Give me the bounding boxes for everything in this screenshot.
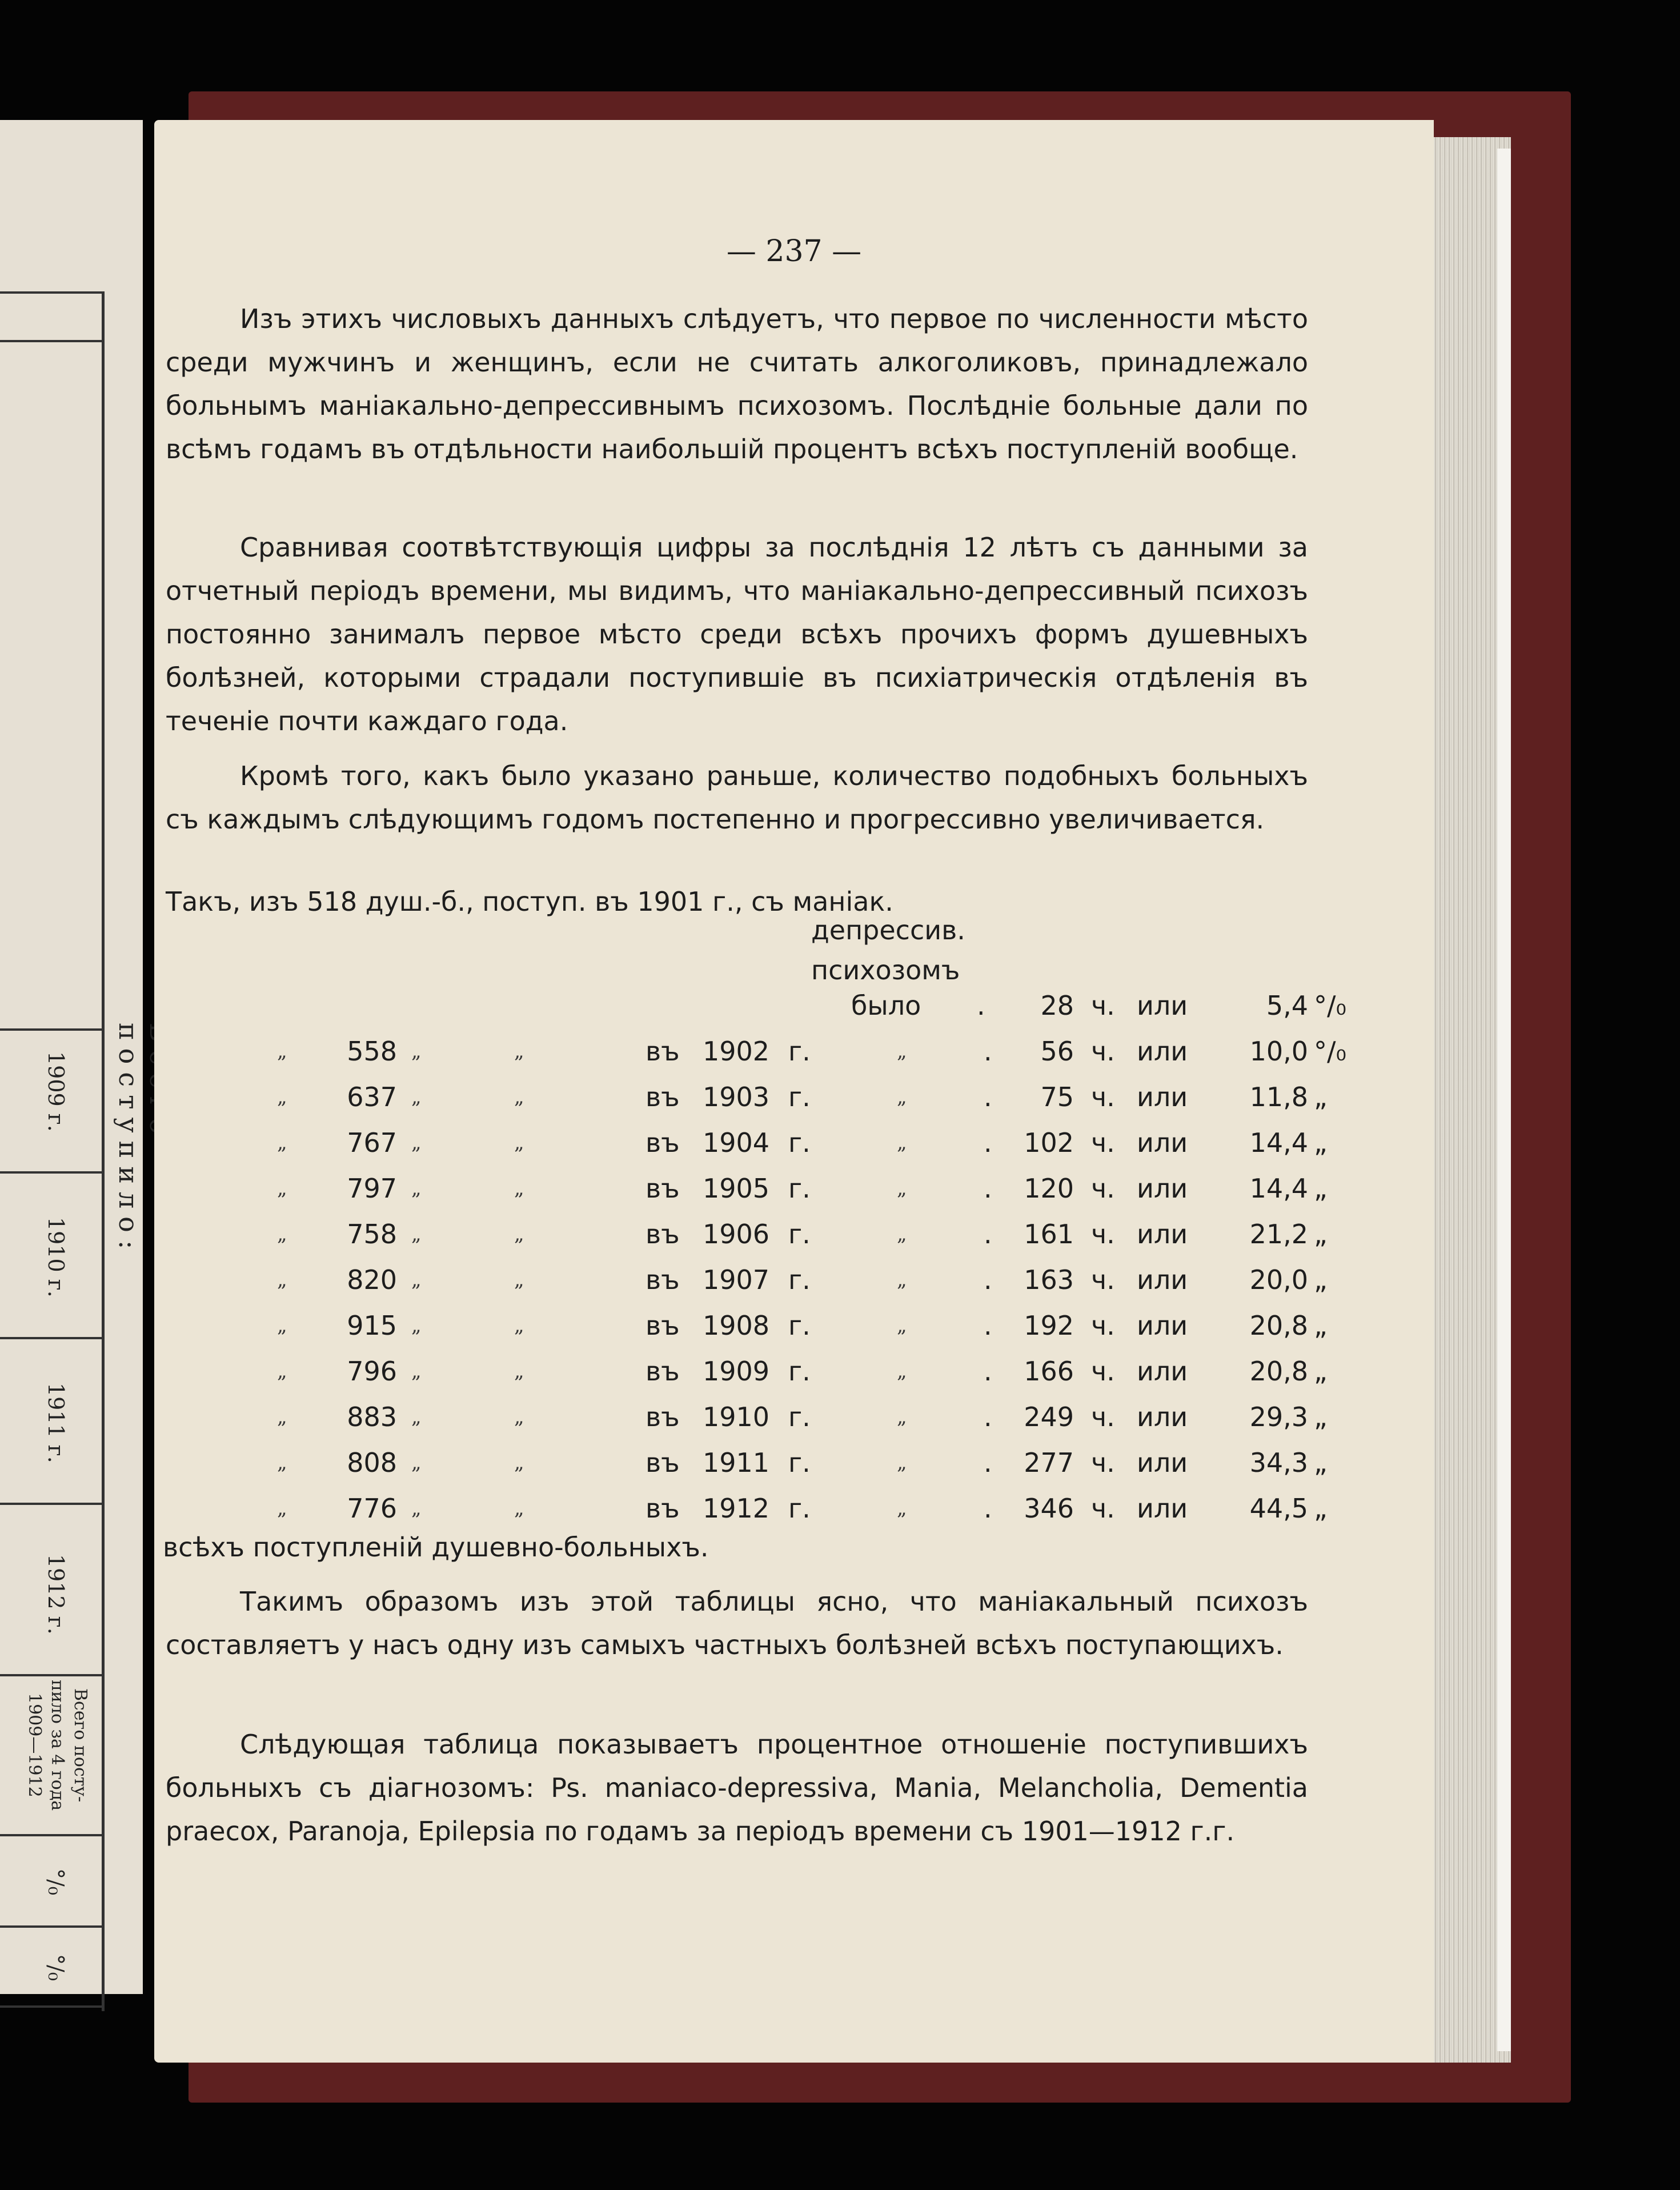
ditto-mark: „ [411,1131,422,1154]
leader-dot: . [984,1036,992,1067]
admitted-count: 558 [347,1036,397,1067]
ditto-mark: „ [897,1177,907,1200]
case-count: 120 [1024,1173,1074,1204]
stat-row [154,1257,1434,1303]
year: 1910 [703,1402,770,1432]
percent-value: 14,4 [1249,1173,1308,1204]
ch-label: ч. [1091,1173,1115,1204]
or-label: или [1137,1493,1188,1524]
leader-dot: . [984,1356,992,1387]
ditto-mark: „ [277,1131,287,1154]
leader-dot: . [984,1447,992,1478]
table-rule [0,1674,102,1676]
percent-unit: „ [1314,1127,1328,1158]
ch-label: ч. [1091,1264,1115,1295]
leader-dot: . [984,1264,992,1295]
ch-label: ч. [1091,1310,1115,1341]
or-label: или [1137,1310,1188,1341]
ditto-mark: „ [277,1086,287,1108]
paragraph-1-text: Изъ этихъ числовыхъ данныхъ слѣдуетъ, что первое по численности мѣсто среди мужчинъ и женщинъ, если не считать алкоголиковъ, принадлежало больнымъ маніакально-депрессивнымъ психозомъ. Послѣдніе больные дали по всѣмъ годамъ въ отдѣльности наибольшій процентъ всѣхъ поступленій вообще. [166,303,1308,465]
ditto-mark: „ [514,1223,524,1246]
case-count: 75 [1040,1082,1074,1112]
year-suffix: г. [788,1356,811,1387]
left-col-total: Всего посту- пило за 4 года 1909—1912 [25,1680,90,1811]
ch-label: ч. [1091,1219,1115,1250]
table-rule [0,1337,102,1339]
year: 1902 [703,1036,770,1067]
percent-value: 14,4 [1249,1127,1308,1158]
admitted-count: 767 [347,1127,397,1158]
ditto-mark: „ [277,1497,287,1520]
verb-was: было [851,990,921,1021]
percent-value: 34,3 [1249,1447,1308,1478]
intro-line: Такъ, изъ 518 душ.-б., поступ. въ 1901 г., съ маніак. [166,886,893,917]
ditto-mark: „ [411,1360,422,1383]
ditto-mark: „ [897,1406,907,1428]
left-col-percent-1: °/₀ [43,1868,69,1896]
ditto-mark: „ [277,1223,287,1246]
ditto-mark: „ [897,1497,907,1520]
year-suffix: г. [788,1310,811,1341]
table-rule [0,1503,102,1505]
case-count: 163 [1024,1264,1074,1295]
paragraph-5 [166,1723,1308,1853]
admitted-count: 796 [347,1356,397,1387]
page-number: — 237 — [726,234,862,269]
admitted-count: 820 [347,1264,397,1295]
in-word: въ [645,1082,680,1112]
year-suffix: г. [788,1127,811,1158]
ch-label: ч. [1091,1082,1115,1112]
table-rule [0,340,102,342]
year-suffix: г. [788,1173,811,1204]
stat-row [154,1120,1434,1166]
percent-value: 10,0 [1249,1036,1308,1067]
ditto-mark: „ [514,1131,524,1154]
paragraph-3 [166,754,1308,841]
year: 1907 [703,1264,770,1295]
case-count: 102 [1024,1127,1074,1158]
ditto-mark: „ [277,1268,287,1291]
paragraph-3-text: Кромѣ того, какъ было указано раньше, количество подобныхъ больныхъ съ каждымъ слѣдующимъ годомъ постепенно и прогрессивно увеличивается. [166,760,1308,835]
admitted-count: 797 [347,1173,397,1204]
leader-dot: . [984,1493,992,1524]
year-suffix: г. [788,1264,811,1295]
stat-row [154,1348,1434,1394]
percent-unit: „ [1314,1173,1328,1204]
in-word: въ [645,1036,680,1067]
table-rule [0,291,102,294]
year: 1905 [703,1173,770,1204]
table-rule [0,1028,102,1031]
ch-label: ч. [1091,1402,1115,1432]
stat-row [154,1440,1434,1486]
in-word: въ [645,1219,680,1250]
or-label: или [1137,1173,1188,1204]
ditto-mark: „ [514,1086,524,1108]
percent-unit: „ [1314,1356,1328,1387]
year: 1906 [703,1219,770,1250]
ditto-mark: „ [411,1268,422,1291]
ditto-mark: „ [277,1040,287,1063]
stat-row [154,1074,1434,1120]
year: 1911 [703,1447,770,1478]
paragraph-4 [166,1580,1308,1667]
left-col-percent-2: °/₀ [43,1954,69,1981]
case-count: 192 [1024,1310,1074,1341]
percent-unit: °/₀ [1314,1036,1346,1067]
in-word: въ [645,1310,680,1341]
ch-label: ч. [1091,1036,1115,1067]
left-page [0,120,143,1994]
ditto-mark: „ [411,1451,422,1474]
stat-row [154,1211,1434,1257]
or-label: или [1137,1447,1188,1478]
year: 1904 [703,1127,770,1158]
leader-dot: . [984,1219,992,1250]
page-edge-strip [1497,149,1511,2051]
paragraph-1 [166,297,1308,471]
table-rule [0,1171,102,1174]
ditto-mark: „ [897,1131,907,1154]
after-table-text: всѣхъ поступленій душевно-больныхъ. [163,1532,709,1563]
or-label: или [1137,990,1188,1021]
admitted-count: 776 [347,1493,397,1524]
ditto-mark: „ [514,1360,524,1383]
case-count: 346 [1024,1493,1074,1524]
ditto-mark: „ [277,1406,287,1428]
percent-value: 20,0 [1249,1264,1308,1295]
intro-continuation-2: психозомъ [811,955,960,986]
percent-unit: „ [1314,1402,1328,1432]
ditto-mark: „ [277,1314,287,1337]
ditto-mark: „ [897,1223,907,1246]
stat-row [154,1394,1434,1440]
stat-row [154,1028,1434,1074]
admitted-count: 758 [347,1219,397,1250]
percent-unit: „ [1314,1310,1328,1341]
case-count: 249 [1024,1402,1074,1432]
paragraph-2 [166,526,1308,743]
ditto-mark: „ [897,1086,907,1108]
ditto-mark: „ [514,1268,524,1291]
ch-label: ч. [1091,1127,1115,1158]
ditto-mark: „ [514,1497,524,1520]
percent-value: 20,8 [1249,1356,1308,1387]
year: 1903 [703,1082,770,1112]
case-count: 277 [1024,1447,1074,1478]
admitted-count: 808 [347,1447,397,1478]
in-word: въ [645,1173,680,1204]
in-word: въ [645,1402,680,1432]
ch-label: ч. [1091,990,1115,1021]
in-word: въ [645,1264,680,1295]
or-label: или [1137,1356,1188,1387]
ditto-mark: „ [897,1040,907,1063]
year-suffix: г. [788,1036,811,1067]
year-suffix: г. [788,1082,811,1112]
or-label: или [1137,1264,1188,1295]
admitted-count: 883 [347,1402,397,1432]
year: 1908 [703,1310,770,1341]
percent-sign: °/₀ [1314,990,1346,1021]
ditto-mark: „ [897,1360,907,1383]
ditto-mark: „ [277,1360,287,1383]
left-caption: поступило: [113,1023,144,1258]
or-label: или [1137,1036,1188,1067]
intro-continuation-1: депрессив. [811,915,965,946]
percent-value: 29,3 [1249,1402,1308,1432]
ditto-mark: „ [411,1314,422,1337]
stat-row [154,1486,1434,1531]
left-col-1910: 1910 г. [43,1217,69,1298]
in-word: въ [645,1493,680,1524]
left-col-1911: 1911 г. [43,1383,69,1463]
percent-unit: „ [1314,1493,1328,1524]
or-label: или [1137,1219,1188,1250]
ditto-mark: „ [897,1314,907,1337]
ditto-mark: „ [411,1497,422,1520]
ditto-mark: „ [514,1177,524,1200]
book-page [154,120,1434,2063]
table-rule [0,1834,102,1836]
stat-row-1901 [154,983,1434,1028]
admitted-count: 915 [347,1310,397,1341]
page-edges [1428,137,1511,2063]
stat-row [154,1166,1434,1211]
case-count: 56 [1040,1036,1074,1067]
or-label: или [1137,1127,1188,1158]
leader-dot: . [984,1402,992,1432]
left-col-1909: 1909 г. [43,1051,69,1132]
ch-label: ч. [1091,1356,1115,1387]
stat-row [154,1303,1434,1348]
ditto-mark: „ [897,1451,907,1474]
case-count: 161 [1024,1219,1074,1250]
ditto-mark: „ [411,1040,422,1063]
admitted-count: 637 [347,1082,397,1112]
percent-unit: „ [1314,1447,1328,1478]
paragraph-5-text: Слѣдующая таблица показываетъ процентное отношеніе поступившихъ больныхъ съ діагнозомъ: Ps. maniaco-depressiva, Mania, Melancholia, Dementia praecox, Paranoja, Epilepsia по годамъ за періодъ времени съ 1901—1912 г.г. [166,1729,1308,1847]
ditto-mark: „ [411,1406,422,1428]
ditto-mark: „ [411,1177,422,1200]
ditto-mark: „ [411,1223,422,1246]
percent-value: 21,2 [1249,1219,1308,1250]
ditto-mark: „ [411,1086,422,1108]
in-word: въ [645,1127,680,1158]
ditto-mark: „ [514,1040,524,1063]
in-word: въ [645,1356,680,1387]
ditto-mark: „ [514,1451,524,1474]
leader-dot: . [984,1173,992,1204]
paragraph-4-text: Такимъ образомъ изъ этой таблицы ясно, что маніакальный психозъ составляетъ у насъ одну изъ самыхъ частныхъ болѣзней всѣхъ поступающихъ. [166,1586,1308,1660]
percent-unit: „ [1314,1082,1328,1112]
year-suffix: г. [788,1402,811,1432]
table-rule [0,2005,102,2008]
left-table [0,291,105,2011]
ditto-mark: „ [277,1177,287,1200]
leader-dot: . [984,1310,992,1341]
ch-label: ч. [1091,1447,1115,1478]
case-count: 166 [1024,1356,1074,1387]
leader-dot: . [977,990,985,1021]
in-word: въ [645,1447,680,1478]
ditto-mark: „ [514,1314,524,1337]
case-count: 28 [1040,990,1074,1021]
or-label: или [1137,1402,1188,1432]
left-col-1912: 1912 г. [43,1554,69,1635]
percent-value: 20,8 [1249,1310,1308,1341]
percent-value: 44,5 [1249,1493,1308,1524]
year-suffix: г. [788,1447,811,1478]
percent-value: 11,8 [1249,1082,1308,1112]
percent-value: 5,4 [1266,990,1308,1021]
percent-unit: „ [1314,1219,1328,1250]
year: 1912 [703,1493,770,1524]
table-rule [0,1925,102,1928]
ditto-mark: „ [514,1406,524,1428]
ditto-mark: „ [897,1268,907,1291]
percent-unit: „ [1314,1264,1328,1295]
leader-dot: . [984,1127,992,1158]
paragraph-2-text: Сравнивая соотвѣтствующія цифры за послѣднія 12 лѣтъ съ данными за отчетный періодъ времени, мы видимъ, что маніакально-депрессивный психозъ постоянно занималъ первое мѣсто среди всѣхъ прочихъ формъ душевныхъ болѣзней, которыми страдали поступившіе въ психіатрическія отдѣленія въ теченіе почти каждаго года. [166,532,1308,736]
ditto-mark: „ [277,1451,287,1474]
ch-label: ч. [1091,1493,1115,1524]
year-suffix: г. [788,1493,811,1524]
year: 1909 [703,1356,770,1387]
year-suffix: г. [788,1219,811,1250]
leader-dot: . [984,1082,992,1112]
or-label: или [1137,1082,1188,1112]
